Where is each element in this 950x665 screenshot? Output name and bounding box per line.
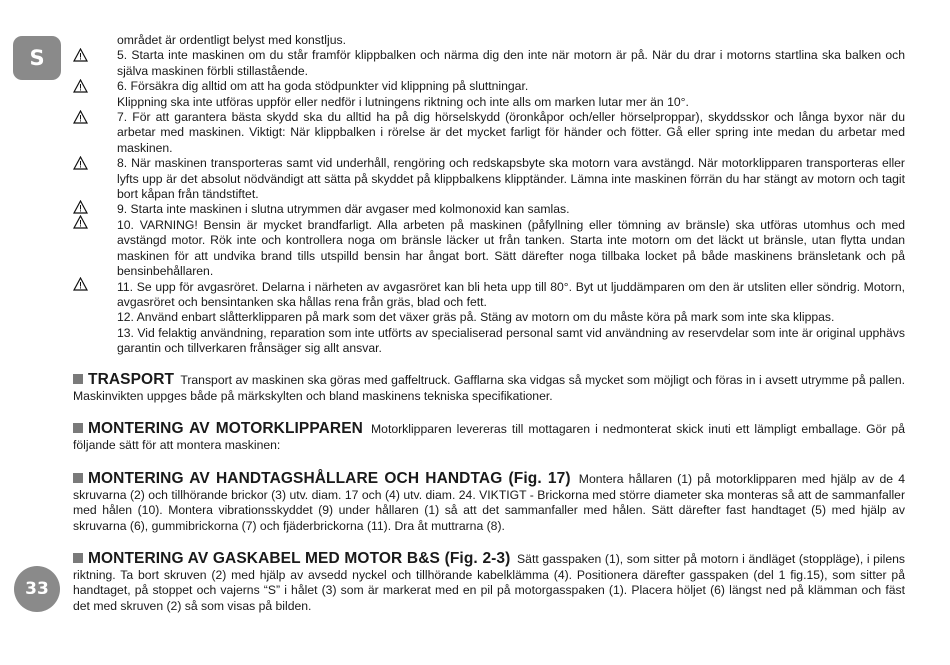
instruction-item-6-continued: Klippning ska inte utföras uppför eller nedför i lutningens riktning och inte alls om marken lutar mer än 10°.: [117, 94, 689, 109]
section-montering-handtag: [73, 471, 905, 534]
language-tab: S: [13, 36, 61, 80]
instruction-item-11: 11. Se upp för avgasröret. Delarna i närheten av avgasröret kan bli heta upp till 80°. Byt ut ljuddämparen om den är utsliten eller söndrig. Motorn, avgasröret och bensintanken ska hållas rena från gräs, blad och fett.: [117, 279, 905, 309]
intro-line: området är ordentligt belyst med konstljus.: [117, 33, 346, 47]
section-heading: TRASPORT: [88, 371, 175, 388]
instruction-item-8: 8. När maskinen transporteras samt vid underhåll, rengöring och redskapsbyte ska motorn vara avstängd. När motorklipparen transporteras eller lyfts upp är det absolut nödvändigt att sätta på skyddet på klippbalkens klipptänder. Lämna inte maskinen förrän du har stängt av motorn och tagit bort kåpan från tändstiftet.: [117, 156, 905, 202]
section-text: Motorklipparen levereras till mottagaren i nedmonterat skick inuti ett lämpligt emballage. Gör på följande sätt för att montera maskinen:: [73, 422, 905, 452]
section-transport: [73, 372, 905, 404]
warning-triangle-icon: [73, 48, 88, 62]
section-bullet-icon: [73, 423, 83, 433]
instruction-item-5: 5. Starta inte maskinen om du står framför klippbalken och närma dig den inte när motorn är på. När du drar i motorns startlina ska balken och själva maskinen förbli stillastående.: [117, 48, 905, 78]
instruction-item-12: 12. Använd enbart slåtterklipparen på mark som det växer gräs på. Stäng av motorn om du måste köra på mark som inte ska klippas.: [117, 310, 835, 325]
section-montering-motorklipparen: [73, 421, 905, 453]
safety-instructions: [117, 33, 905, 357]
section-heading: MONTERING AV HANDTAGSHÅLLARE OCH HANDTAG (Fig. 17): [88, 470, 571, 487]
warning-triangle-icon: [73, 79, 88, 93]
section-bullet-icon: [73, 374, 83, 384]
instruction-item-13: 13. Vid felaktig användning, reparation som inte utförts av specialiserad personal samt vid användning av reservdelar som inte är original upphävs garantin och tillverkaren frånsäger sig allt ansvar.: [117, 325, 905, 356]
warning-triangle-icon: [73, 110, 88, 124]
page-number: 33: [14, 566, 60, 612]
section-bullet-icon: [73, 473, 83, 483]
section-bullet-icon: [73, 553, 83, 563]
section-text: Montera hållaren (1) på motorklipparen med hjälp av de 4 skruvarna (2) och tillhörande brickor (3) utv. diam. 17 och (4) utv. diam. 24. VIKTIGT - Brickorna med större diameter ska monteras så att de sammanfaller med hålen (10). Montera vibrationsskyddet (9) under hållaren (1) så att det sammanfaller med hålen. Sätt därefter fast handtaget (5) med hjälp av skruvarna (6), gummibrickorna (7) och fjäderbrickorna (11). Dra åt muttrarna (8).: [73, 472, 906, 533]
section-text: Sätt gasspaken (1), som sitter på motorn i ändläget (stoppläge), i pilens riktning. Ta bort skruven (2) med hjälp av avsedd nyckel och tillhörande kabelklämma (4). Positionera därefter gasspaken (del 1 fig.15), som sitter på handtaget, på stoppet och vajerns “S” i hålet (3) som är markerat med en pil på motorgasspaken (1). Placera höljet (6) längst ned på klämman och fäst det med skruven (2) så som visas på bilden.: [73, 552, 905, 613]
warning-triangle-icon: [73, 200, 88, 214]
instruction-item-9: 9. Starta inte maskinen i slutna utrymmen där avgaser med kolmonoxid kan samlas.: [117, 202, 570, 217]
instruction-item-6: 6. Försäkra dig alltid om att ha goda stödpunkter vid klippning på sluttningar.: [117, 79, 529, 94]
warning-triangle-icon: [73, 156, 88, 170]
section-text: Transport av maskinen ska göras med gaffeltruck. Gafflarna ska vidgas så mycket som möjligt och föras in i avsett utrymme på pallen. Maskinvikten uppges både på märkskylten och bland maskinens tekniska specifikationer.: [73, 373, 906, 403]
section-heading: MONTERING AV MOTORKLIPPAREN: [88, 420, 363, 437]
section-montering-gaskabel: [73, 551, 905, 614]
warning-triangle-icon: [73, 215, 88, 229]
section-heading: MONTERING AV GASKABEL MED MOTOR B&S (Fig. 2-3): [88, 550, 511, 567]
instruction-item-7: 7. För att garantera bästa skydd ska du alltid ha på dig hörselskydd (öronkåpor och/eller hörselproppar), skyddsskor och långa byxor när du arbetar med maskinen. Viktigt: När klippbalken i rörelse är det mycket farligt för händer och fötter. Gå eller spring inte medan du arbetar med maskinen.: [117, 110, 905, 155]
instruction-item-10: 10. VARNING! Bensin är mycket brandfarligt. Alla arbeten på maskinen (påfyllning eller tömning av bränsle) ska utföras utomhus och med avstängd motor. Rök inte och kontrollera noga om bränsle läcker ut från tanken. Starta inte motorn om det läckt ut bränsle, utan flytta undan maskinen för att undvika brand tills utspilld bensin har ångat bort. Sätt därefter noga tillbaka locket på både maskinens bränsletank och på bensinbehållaren.: [117, 217, 905, 279]
warning-triangle-icon: [73, 277, 88, 291]
